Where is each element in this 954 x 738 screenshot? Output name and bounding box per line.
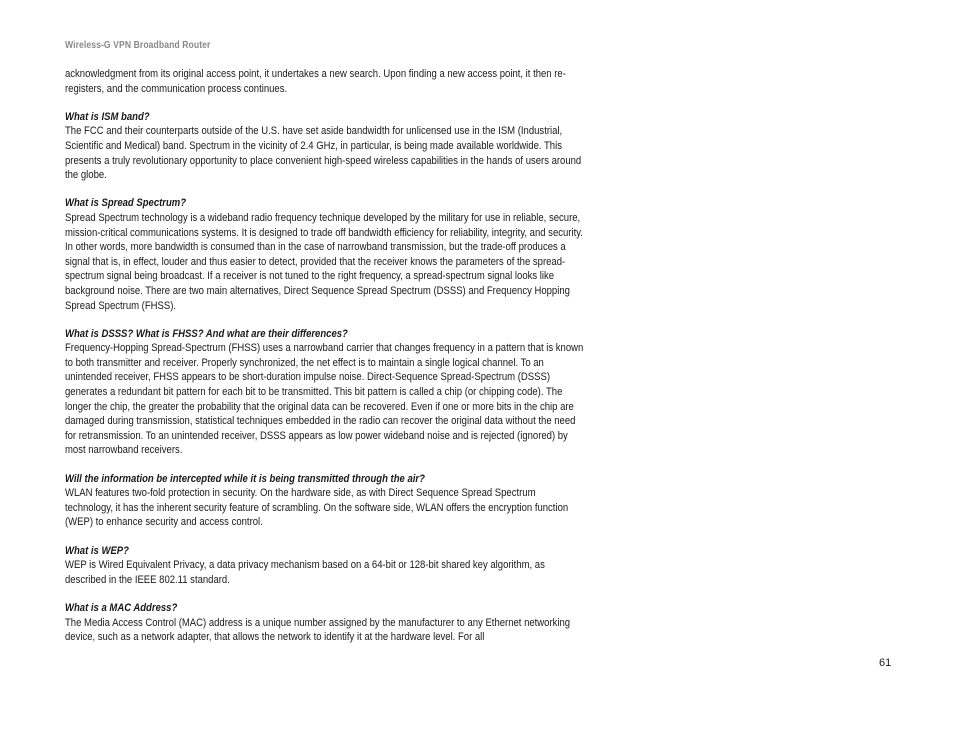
faq-heading: What is a MAC Address? — [65, 601, 178, 614]
faq-heading: What is WEP? — [65, 544, 129, 557]
faq-interception — [65, 472, 584, 530]
faq-ism-band — [65, 110, 584, 183]
faq-spread-spectrum — [65, 196, 584, 313]
faq-mac-address — [65, 601, 584, 645]
faq-heading: What is Spread Spectrum? — [65, 197, 187, 210]
document-body — [65, 67, 584, 645]
faq-body: The FCC and their counterparts outside of the U.S. have set aside bandwidth for unlicensed use in the ISM (Industrial, Scientific and Medical) band. Spectrum in the vicinity of 2.4 GHz, in particular, is being made available worldwide. This presents a truly revolutionary opportunity to place convenient high-speed wireless capabilities in the hands of users around the globe. — [65, 125, 582, 182]
running-header: Wireless-G VPN Broadband Router — [65, 40, 211, 51]
faq-body: The Media Access Control (MAC) address is a unique number assigned by the manufacturer to any Ethernet networking device, such as a network adapter, that allows the network to identify it at the hardware level. For all — [65, 616, 571, 644]
faq-body: WEP is Wired Equivalent Privacy, a data privacy mechanism based on a 64-bit or 128-bit shared key algorithm, as described in the IEEE 802.11 standard. — [65, 559, 545, 586]
faq-heading: What is ISM band? — [65, 110, 150, 123]
intro-paragraph: acknowledgment from its original access point, it undertakes a new search. Upon finding a new access point, it then re-registers, and the communication process continues. — [65, 68, 566, 95]
faq-body: WLAN features two-fold protection in security. On the hardware side, as with Direct Sequence Spread Spectrum technology, it has the inherent security feature of scrambling. On the software side, WLAN offers the encryption function (WEP) to enhance security and access control. — [65, 487, 569, 529]
faq-dsss-fhss — [65, 327, 584, 458]
page-number: 61 — [879, 657, 892, 669]
faq-body: Spread Spectrum technology is a wideband radio frequency technique developed by the military for use in reliable, secure, mission-critical communications systems. It is designed to trade off bandwidth efficiency for reliability, integrity, and security. In other words, more bandwidth is consumed than in the case of narrowband transmission, but the trade-off produces a signal that is, in effect, louder and thus easier to detect, provided that the receiver knows the parameters of the spread-spectrum signal being broadcast. If a receiver is not tuned to the right frequency, a spread-spectrum signal looks like background noise. There are two main alternatives, Direct Sequence Spread Spectrum (DSSS) and Frequency Hopping Spread Spectrum (FHSS). — [65, 211, 583, 312]
faq-heading: Will the information be intercepted while it is being transmitted through the air? — [65, 472, 425, 485]
faq-body: Frequency-Hopping Spread-Spectrum (FHSS) uses a narrowband carrier that changes frequency in a pattern that is known to both transmitter and receiver. Properly synchronized, the net effect is to maintain a single logical channel. To an unintended receiver, FHSS appears to be short-duration impulse noise. Direct-Sequence Spread-Spectrum (DSSS) generates a redundant bit pattern for each bit to be transmitted. This bit pattern is called a chip (or chipping code). The longer the chip, the greater the probability that the original data can be recovered. Even if one or more bits in the chip are damaged during transmission, statistical techniques embedded in the radio can recover the original data without the need for retransmission. To an unintended receiver, DSSS appears as low power wideband noise and is rejected (ignored) by most narrowband receivers. — [65, 342, 584, 457]
faq-wep — [65, 544, 584, 588]
faq-heading: What is DSSS? What is FHSS? And what are their differences? — [65, 327, 348, 340]
